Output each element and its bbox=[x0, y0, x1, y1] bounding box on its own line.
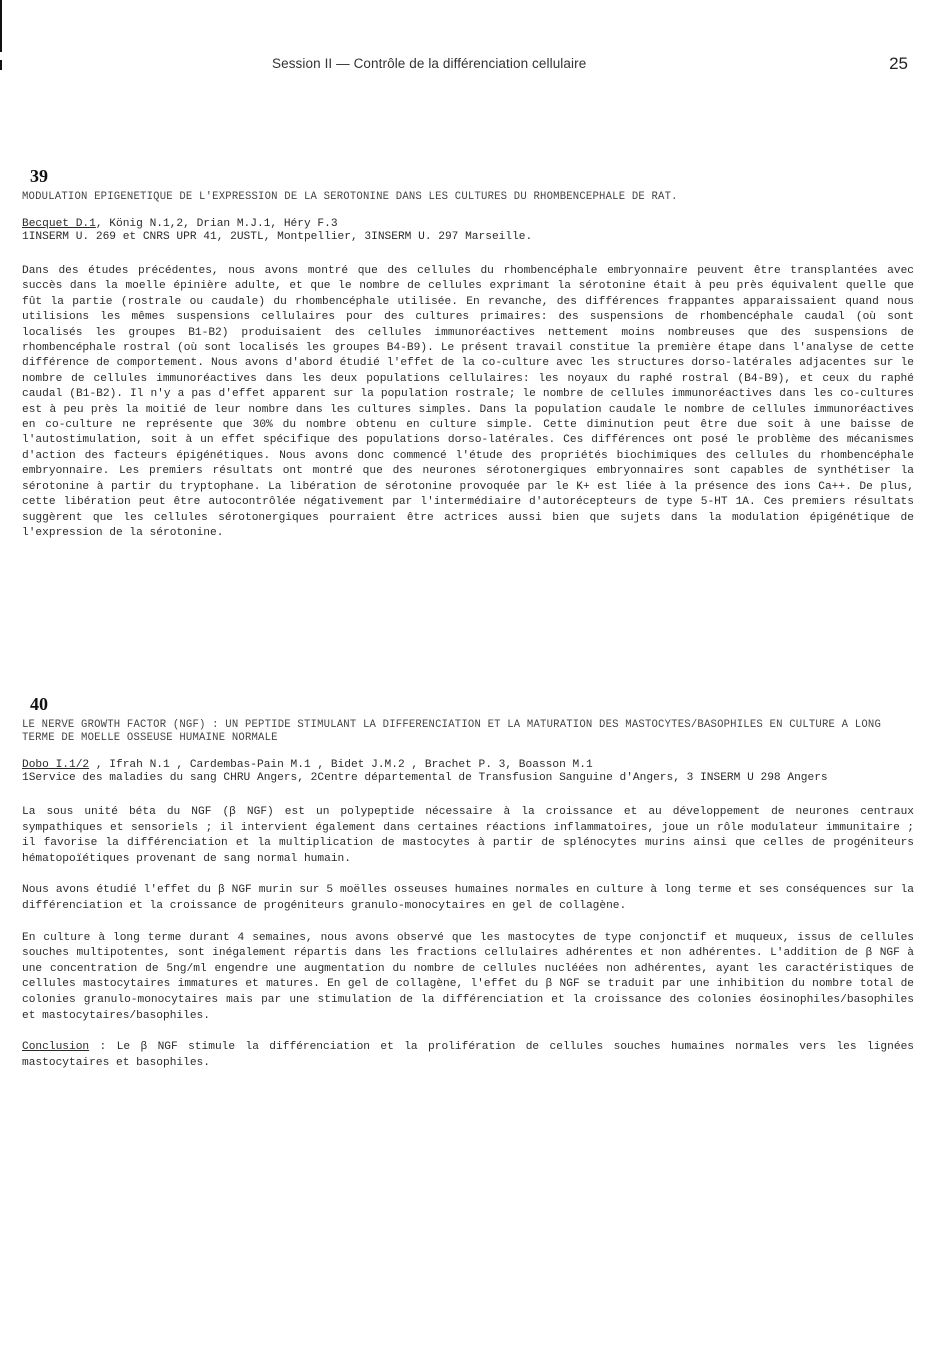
running-title: Session II — Contrôle de la différenciation cellulaire bbox=[272, 56, 587, 71]
conclusion-text: : Le β NGF stimule la différenciation et la prolifération de cellules souches humaines normales vers les lignées mastocytaires et basophiles. bbox=[22, 1041, 914, 1069]
running-header bbox=[0, 56, 930, 76]
author-line bbox=[22, 218, 914, 231]
affiliations: 1Service des maladies du sang CHRU Angers, 2Centre départemental de Transfusion Sanguine d'Angers, 3 INSERM U 298 Angers bbox=[22, 772, 828, 784]
author-line bbox=[22, 759, 914, 772]
co-authors: , König N.1,2, Drian M.J.1, Héry F.3 bbox=[95, 218, 338, 230]
page-edge-mark bbox=[0, 0, 2, 52]
abstract-number: 40 bbox=[30, 694, 48, 714]
abstract-title: MODULATION EPIGENETIQUE DE L'EXPRESSION DE LA SEROTONINE DANS LES CULTURES DU RHOMBENCEPHALE DE RAT. bbox=[22, 191, 678, 203]
body-paragraph: En culture à long terme durant 4 semaines, nous avons observé que les mastocytes de type conjonctif et muqueux, issus de cellules souches multipotentes, sont inégalement répartis dans les fractions cellulaires adhérentes et non adhérentes. L'addition de β NGF à une concentration de 5ng/ml engendre une augmentation du nombre de cellules nucléées non adhérentes, ayant les caractéristiques de cellules mastocytaires immatures et matures. En gel de collagène, l'effet du β NGF se traduit par une inhibition du nombre total de colonies granulo-monocytaires mais par une stimulation de la différenciation et la croissance des colonies éosinophiles/basophiles et mastocytaires/basophiles. bbox=[22, 931, 914, 1022]
conclusion-paragraph bbox=[22, 1040, 914, 1071]
abstract-39 bbox=[22, 166, 914, 555]
abstract-title: LE NERVE GROWTH FACTOR (NGF) : UN PEPTIDE STIMULANT LA DIFFERENCIATION ET LA MATURATION DES MASTOCYTES/BASOPHILES EN CULTURE A LONG TERME DE MOELLE OSSEUSE HUMAINE NORMALE bbox=[22, 719, 882, 744]
abstract-40 bbox=[22, 694, 914, 1087]
conclusion-label: Conclusion bbox=[22, 1041, 90, 1054]
body-paragraph: La sous unité béta du NGF (β NGF) est un polypeptide nécessaire à la croissance et au développement de neurones centraux sympathiques et sensoriels ; il intervient également dans certaines réactions inflammatoires, joue un rôle modulateur immunitaire ; il favorise la différenciation et la multiplication de mastocytes à partir de splénocytes murins ainsi que celles de progéniteurs hématopoïétiques provenant de sang normal humain. bbox=[22, 806, 914, 865]
body-paragraph: Nous avons étudié l'effet du β NGF murin sur 5 moëlles osseuses humaines normales en culture à long terme et ses conséquences sur la différenciation et la croissance de progéniteurs granulo-monocytaires en gel de collagène. bbox=[22, 884, 914, 912]
affiliations: 1INSERM U. 269 et CNRS UPR 41, 2USTL, Montpellier, 3INSERM U. 297 Marseille. bbox=[22, 231, 533, 243]
abstract-number: 39 bbox=[30, 166, 48, 186]
body-paragraph: Dans des études précédentes, nous avons montré que des cellules du rhombencéphale embryonnaire peuvent être transplantées avec succès dans la moelle épinière adulte, et que le nombre de cellules exprimant la sérotonine était à peu près équivalent quelle que fût la partie (rostrale ou caudale) du rhombencéphale utilisée. En revanche, des différences frappantes apparaissaient quand nous utilisions les mêmes suspensions cellulaires pour des cultures primaires: des suspensions de rhombencéphale caudal (où sont localisés les groupes B1-B2) produisaient des cellules immunoréactives nettement moins nombreuses que des suspensions de rhombencéphale rostral (où sont localisés les groupes B4-B9). Le présent travail constitue la première étape dans l'analyse de cette différence de comportement. Nous avons d'abord étudié l'effet de la co-culture avec les structures dorso-latérales adjacentes sur le nombre de cellules immunoréactives dans les deux populations cellulaires: les noyaux du raphé rostral (B4-B9), et ceux du raphé caudal (B1-B2). Il n'y a pas d'effet apparent sur la population rostrale; le nombre de cellules immunoréactives dans les co-cultures est à peu près la moitié de leur nombre dans les cultures simples. Dans la population caudale le nombre de cellules immunoréactives en co-culture ne représente que 30% du nombre obtenu en culture simple. Cette diminution peut être due soit à une baisse de l'autostimulation, soit à un effet spécifique des populations dorso-latérales. Ces différences ont posé le problème des mécanismes d'action des facteurs épigénétiques. Nous avons donc commencé l'étude des propriétés biochimiques des cellules du rhombencéphale embryonnaire. Les premiers résultats ont montré que des neurones sérotonergiques embryonnaires sont capables de synthétiser la sérotonine à partir du tryptophane. La libération de sérotonine provoquée par le K+ est liée à la présence des ions Ca++. De plus, cette libération peut être autocontrôlée négativement par l'intermédiaire d'autorécepteurs de type 5-HT 1A. Ces premiers résultats suggèrent que les cellules sérotonergiques pourraient être actrices aussi bien que sujets dans la modulation épigénétique de l'expression de la sérotonine. bbox=[22, 265, 914, 539]
page-number: 25 bbox=[889, 54, 908, 73]
first-author: Becquet D.1 bbox=[22, 218, 96, 230]
co-authors: , Ifrah N.1 , Cardembas-Pain M.1 , Bidet J.M.2 , Brachet P. 3, Boasson M.1 bbox=[89, 759, 593, 771]
first-author: Dobo I.1/2 bbox=[22, 759, 90, 771]
